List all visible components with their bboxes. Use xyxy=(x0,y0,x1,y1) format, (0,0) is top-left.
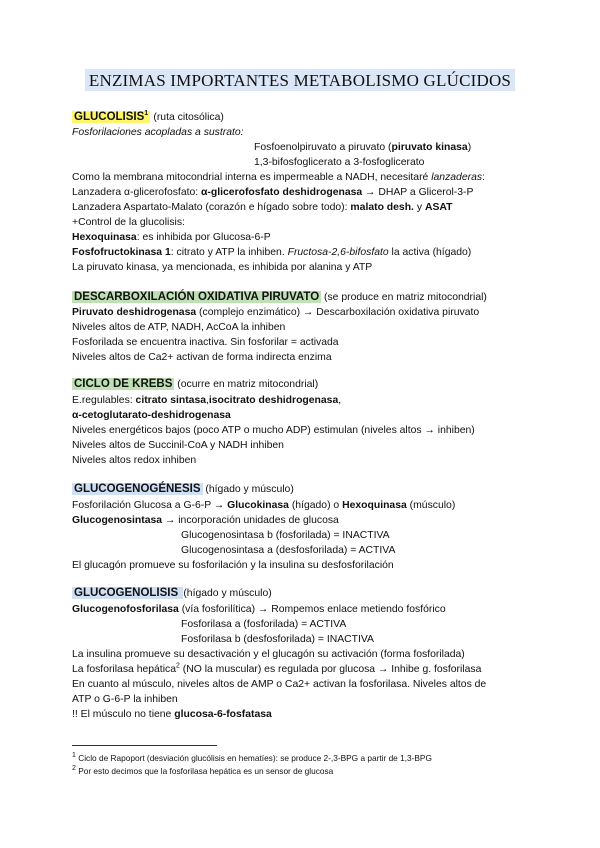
text-line: En cuanto al músculo, niveles altos de AMP o Ca2+ activan la fosforilasa. Niveles altos de xyxy=(72,679,487,690)
text-line: Glucogenofosforilasa (vía fosforilítica) → Rompemos enlace metiendo fosfórico xyxy=(72,604,446,615)
text-line: La insulina promueve su desactivación y el glucagón su activación (forma fosforilada) xyxy=(72,649,465,660)
text-line: Como la membrana mitocondrial interna es impermeable a NADH, necesitaré lanzaderas: xyxy=(72,172,485,183)
text-line: Glucogenosintasa a (desfosforilada) = ACTIVA xyxy=(181,545,396,556)
text-line: La piruvato kinasa, ya mencionada, es inhibida por alanina y ATP xyxy=(72,262,373,273)
text-line: La fosforilasa hepática$^2$ (NO la muscular) es regulada por glucosa → Inhibe g. fosforilasa xyxy=(72,662,482,675)
text-line: Lanzadera α-glicerofosfato: α-glicerofosfato deshidrogenasa → DHAP a Glicerol-3-P xyxy=(72,187,474,198)
footnote-1: $^1$ Ciclo de Rapoport (desviación glucólisis en hematíes): se produce 2-,3-BPG a partir de 1,3-BPG xyxy=(72,752,432,763)
section-heading-glucogenolisis: GLUCOGENOLISIS (hígado y músculo) xyxy=(74,587,272,599)
text-line: Niveles altos de ATP, NADH, AcCoA la inhiben xyxy=(72,322,286,333)
text-line: Fosforilasa a (fosforilada) = ACTIVA xyxy=(181,619,347,630)
section-heading-glucogenogenesis: GLUCOGENOGÉNESIS (hígado y músculo) xyxy=(74,483,294,495)
text-line: ATP o G-6-P la inhiben xyxy=(72,694,178,705)
text-line: Niveles altos de Ca2+ activan de forma indirecta enzima xyxy=(72,352,332,363)
text-line: E.regulables: citrato sintasa,isocitrato deshidrogenasa, xyxy=(72,395,342,406)
section-heading-descarboxilacion: DESCARBOXILACIÓN OXIDATIVA PIRUVATO (se produce en matriz mitocondrial) xyxy=(74,291,487,303)
text-line: Fosfofructokinasa 1: citrato y ATP la inhiben. Fructosa-2,6-bifosfato la activa (hígado) xyxy=(72,247,472,258)
text-line: Piruvato deshidrogenasa (complejo enzimático) → Descarboxilación oxidativa piruvato xyxy=(72,307,480,318)
text-line: Glucogenosintasa → incorporación unidades de glucosa xyxy=(72,515,339,526)
footnote-2: $^2$ Por esto decimos que la fosforilasa hepática es un sensor de glucosa xyxy=(72,765,334,776)
text-line: Lanzadera Aspartato-Malato (corazón e hígado sobre todo): malato desh. y ASAT xyxy=(72,202,453,213)
footnote-divider xyxy=(72,745,217,746)
text-line: Hexoquinasa: es inhibida por Glucosa-6-P xyxy=(72,232,271,243)
text-line: 1,3-bifosfoglicerato a 3-fosfoglicerato xyxy=(254,157,425,168)
text-line: +Control de la glucolisis: xyxy=(72,217,185,228)
text-line: Glucogenosintasa b (fosforilada) = INACTIVA xyxy=(181,530,390,541)
section-heading-glucolisis: GLUCOLISIS$^1$ (ruta citosólica) xyxy=(74,110,224,123)
text-line: Fosforilada se encuentra inactiva. Sin fosforilar = activada xyxy=(72,337,339,348)
text-line: Fosforilasa b (desfosforilada) = INACTIVA xyxy=(181,634,374,645)
text-line: Fosfoenolpiruvato a piruvato (piruvato kinasa) xyxy=(254,142,472,153)
text-line: Fosforilación Glucosa a G-6-P → Glucokinasa (hígado) o Hexoquinasa (músculo) xyxy=(72,500,456,511)
text-line: α-cetoglutarato-deshidrogenasa xyxy=(72,410,231,421)
text-line: Niveles altos de Succinil-CoA y NADH inhiben xyxy=(72,440,284,451)
page-title: ENZIMAS IMPORTANTES METABOLISMO GLÚCIDOS xyxy=(0,71,600,91)
section-heading-krebs: CICLO DE KREBS (ocurre en matriz mitocondrial) xyxy=(74,378,319,390)
text-line: Niveles energéticos bajos (poco ATP o mucho ADP) estimulan (niveles altos → inhiben) xyxy=(72,425,475,436)
text-line: Niveles altos redox inhiben xyxy=(72,455,197,466)
text-line: !! El músculo no tiene glucosa-6-fosfatasa xyxy=(72,709,272,720)
text-line: Fosforilaciones acopladas a sustrato: xyxy=(72,127,244,138)
text-line: El glucagón promueve su fosforilación y la insulina su desfosforilación xyxy=(72,560,394,571)
